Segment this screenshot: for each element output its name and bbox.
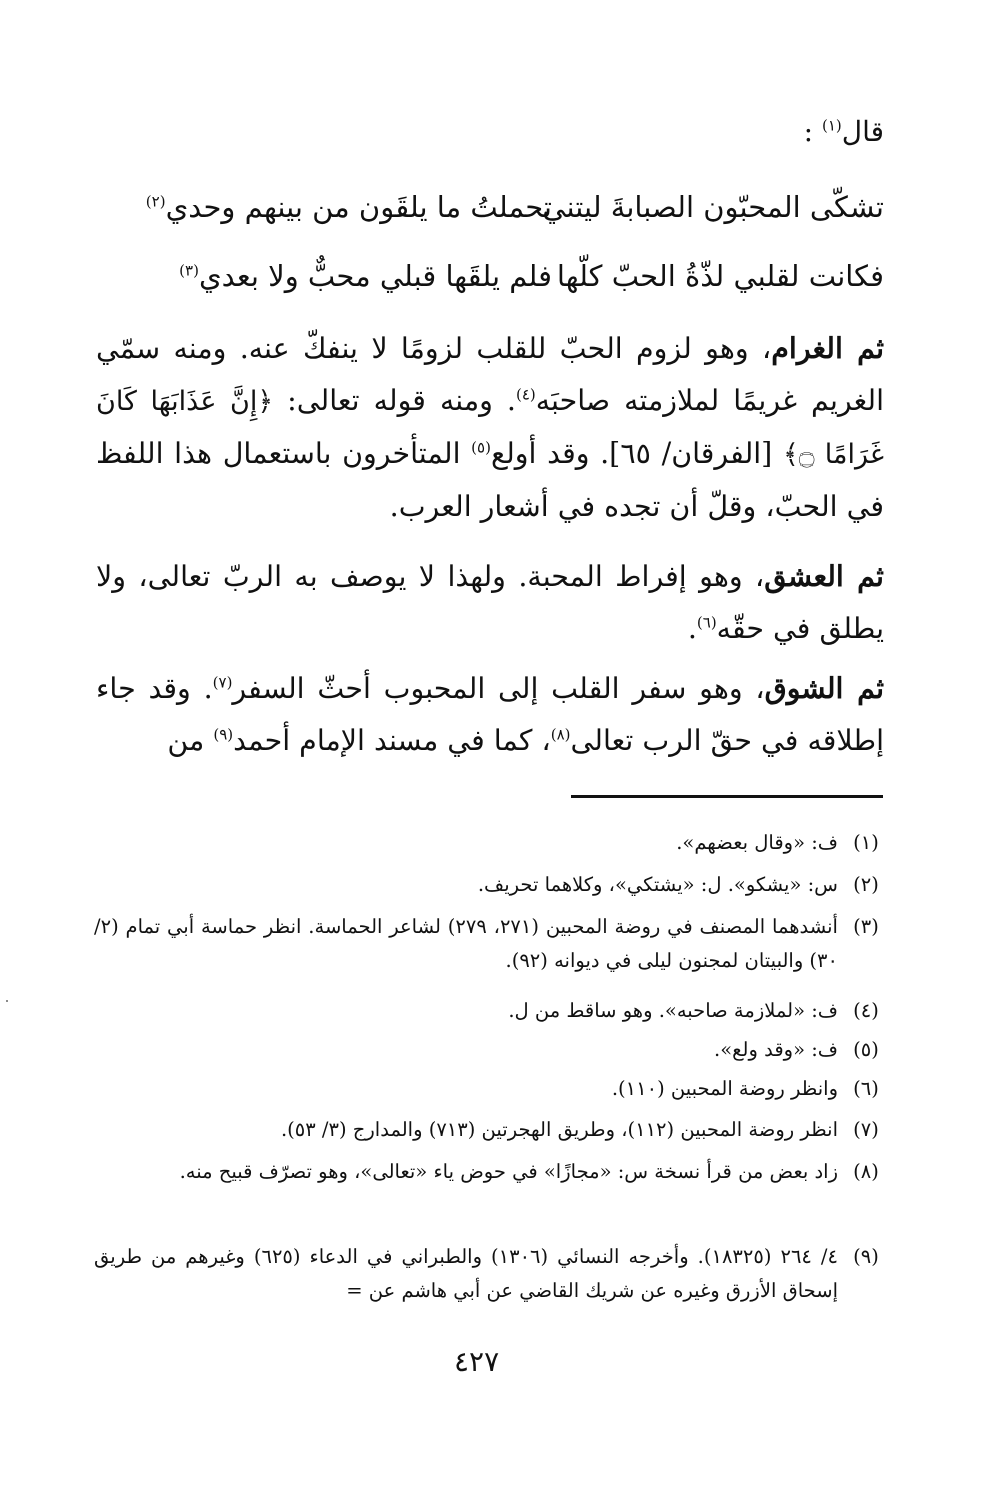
footnote-6 bbox=[94, 1072, 884, 1106]
paragraph-ishq bbox=[96, 550, 884, 655]
footnote-ref-4: (٤) bbox=[515, 385, 536, 404]
p2-text-b: . bbox=[687, 612, 697, 645]
footnote-ref-8: (٨) bbox=[550, 725, 571, 744]
quran-verse: ﴿إِنَّ عَذَابَهَا كَانَ غَرَامًا ۝﴾ bbox=[96, 386, 884, 470]
footnote-number: (٣) bbox=[853, 915, 879, 938]
footnote-ref-3: (٣) bbox=[179, 261, 199, 280]
footnote-text: انظر روضة المحبين (١١٢)، وطريق الهجرتين (٧١٣) والمدارج (٣/ ٥٣). bbox=[280, 1118, 838, 1141]
term-ishq: ثم العشق bbox=[764, 559, 884, 593]
footnote-number: (٨) bbox=[853, 1160, 879, 1183]
verse-1-second-hemistich bbox=[146, 187, 552, 227]
footnote-number: (٤) bbox=[853, 999, 879, 1022]
verse-2-first-hemistich: فكانت لقلبي لذّةُ الحبّ كلّها bbox=[556, 259, 884, 293]
verse-1-first-hemistich: تشكّى المحبّون الصبابةَ ليتني bbox=[542, 190, 884, 224]
footnote-text: زاد بعض من قرأ نسخة س: «مجازًا» في حوض ياء «تعالى»، وهو تصرّف قبيح منه. bbox=[179, 1160, 838, 1183]
footnote-1 bbox=[94, 826, 884, 860]
footnote-2 bbox=[94, 868, 884, 902]
verse-2-second-text: فلم يلقَها قبلي محبٌّ ولا بعدي bbox=[198, 259, 552, 293]
footnote-number: (٢) bbox=[853, 873, 879, 896]
paragraph-shawq bbox=[96, 662, 884, 767]
footnote-number: (١) bbox=[853, 831, 879, 854]
footnote-number: (٧) bbox=[853, 1118, 879, 1141]
p1-text-a: ، وهو لزوم الحبّ للقلب لزومًا لا ينفكّ عنه. ومنه سمّي الغريم غريمًا لملازمته صاحبَه bbox=[96, 332, 884, 417]
p3-text-d: من bbox=[167, 724, 214, 757]
p1-text-c: [الفرقان/ ٦٥]. وقد أولع bbox=[490, 437, 783, 470]
p3-text-a: ، وهو سفر القلب إلى المحبوب أحثّ السفر bbox=[232, 672, 765, 705]
footnote-text: وانظر روضة المحبين (١١٠). bbox=[611, 1077, 838, 1100]
footnote-ref-7: (٧) bbox=[212, 673, 233, 692]
footnote-text: ف: «وقال بعضهم». bbox=[676, 831, 838, 854]
footnote-8 bbox=[94, 1155, 884, 1189]
footnote-text: ف: «لملازمة صاحبه». وهو ساقط من ل. bbox=[508, 999, 838, 1022]
footnote-separator bbox=[571, 795, 883, 798]
intro-colon: : bbox=[803, 115, 814, 148]
p1-text-b: . ومنه قوله تعالى: bbox=[273, 384, 516, 417]
footnote-text: أنشدهما المصنف في روضة المحبين (٢٧١، ٢٧٩) لشاعر الحماسة. انظر حماسة أبي تمام (٢/ ٣٠) والبيتان لمجنون ليلى في ديوانه (٩٢). bbox=[94, 915, 838, 972]
intro-text: قال bbox=[841, 115, 884, 148]
verse-1-second-text: تحملتُ ما يلقَون من بينهم وحدي bbox=[165, 190, 552, 224]
footnote-ref-6: (٦) bbox=[696, 613, 717, 632]
footnote-5 bbox=[94, 1033, 884, 1067]
footnote-number: (٦) bbox=[853, 1077, 879, 1100]
footnote-ref-5: (٥) bbox=[471, 438, 491, 457]
footnote-3 bbox=[94, 910, 884, 978]
verse-2-second-hemistich bbox=[179, 256, 552, 296]
footnote-7 bbox=[94, 1113, 884, 1147]
term-gharam: ثم الغرام bbox=[771, 331, 884, 365]
footnote-number: (٥) bbox=[853, 1038, 879, 1061]
intro-line bbox=[804, 115, 884, 148]
footnote-text: س: «يشكو». ل: «يشتكي»، وكلاهما تحريف. bbox=[477, 873, 838, 896]
footnote-ref-9: (٩) bbox=[213, 725, 234, 744]
term-shawq: ثم الشوق bbox=[764, 671, 884, 705]
footnote-text: ف: «وقد ولع». bbox=[714, 1038, 838, 1061]
footnote-ref-2: (٢) bbox=[145, 192, 166, 211]
footnote-ref-1: (١) bbox=[821, 116, 842, 135]
scan-speck bbox=[6, 1000, 8, 1002]
p3-text-c: ، كما في مسند الإمام أحمد bbox=[233, 724, 551, 757]
page-number: ٤٢٧ bbox=[454, 1345, 500, 1378]
footnote-number: (٩) bbox=[853, 1245, 879, 1268]
footnote-text: ٤/ ٢٦٤ (١٨٣٢٥). وأخرجه النسائي (١٣٠٦) والطبراني في الدعاء (٦٢٥) وغيرهم من طريق إسحاق الأزرق وغيره عن شريك القاضي عن أبي هاشم عن = bbox=[94, 1245, 838, 1302]
footnote-4 bbox=[94, 994, 884, 1028]
p2-text-a: ، وهو إفراط المحبة. ولهذا لا يوصف به الربّ تعالى، ولا يطلق في حقّه bbox=[96, 560, 884, 645]
paragraph-gharam bbox=[96, 322, 884, 533]
p1-text-d: المتأخرون باستعمال هذا اللفظ في الحبّ، وقلّ أن تجده في أشعار العرب. bbox=[96, 437, 884, 523]
footnote-9 bbox=[94, 1240, 884, 1308]
p3-text-b: . وقد جاء إطلاقه في حقّ الرب تعالى bbox=[96, 672, 884, 757]
